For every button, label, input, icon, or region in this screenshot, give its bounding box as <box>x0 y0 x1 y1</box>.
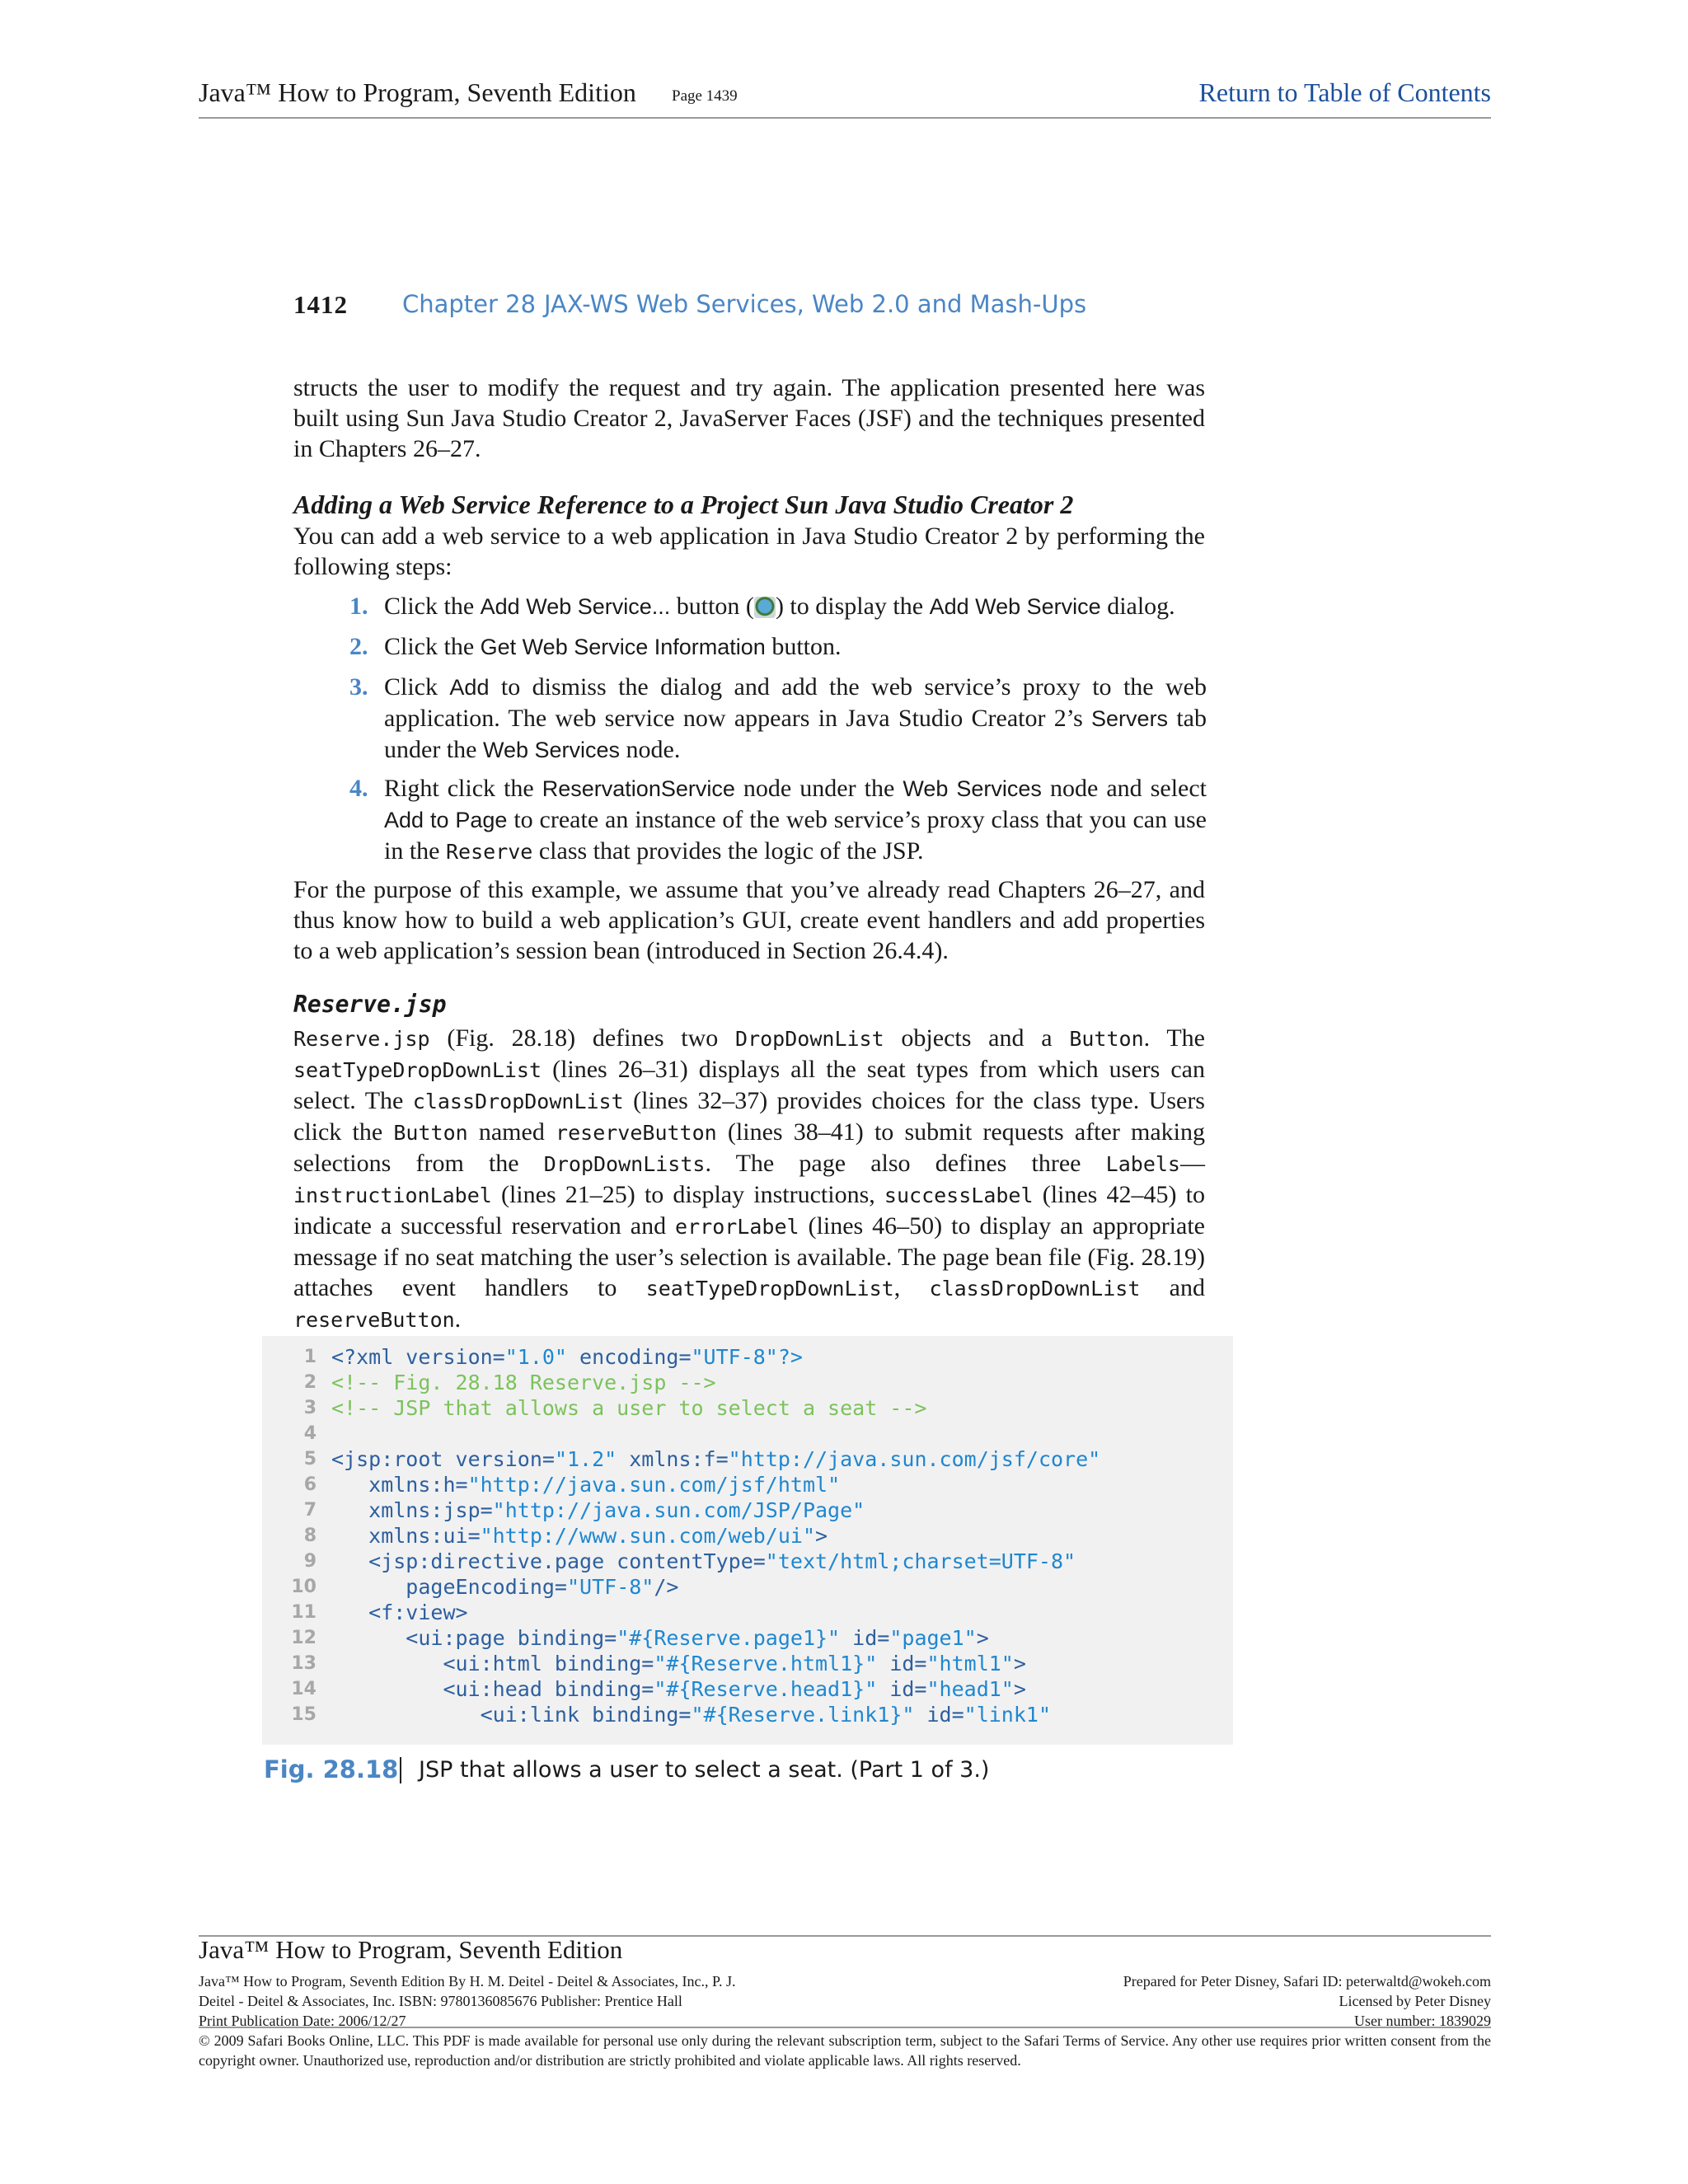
code-token: <ui:head binding= <box>331 1677 654 1701</box>
text-run: (lines 46–50) to display an appropriate message if no seat matching the user’s selection is available. The page bean file (Fig. 28.19) attaches event handlers to <box>293 1212 1205 1301</box>
code-term: DropDownList <box>735 1027 884 1051</box>
text-run: (lines 32–37) provides choices for the class type. Users click the <box>293 1087 1205 1146</box>
page-number: 1412 <box>293 290 348 319</box>
code-string: "#{Reserve.head1}" <box>654 1677 878 1701</box>
code-text <box>331 1472 840 1497</box>
code-text <box>331 1523 828 1549</box>
step-number: 2. <box>349 633 368 660</box>
line-number: 5 <box>303 1449 316 1469</box>
code-term: instructionLabel <box>293 1183 492 1207</box>
add-web-service-icon <box>754 597 776 618</box>
code-line <box>262 1421 1233 1446</box>
text-run: (Fig. 28.18) defines two <box>429 1024 736 1052</box>
code-string: "#{Reserve.html1}" <box>654 1652 878 1675</box>
code-token: id= <box>914 1703 964 1727</box>
code-string: "http://java.sun.com/JSP/Page" <box>492 1498 865 1522</box>
code-string: "UTF-8"?> <box>691 1345 803 1369</box>
code-text <box>331 1549 1076 1574</box>
chapter-label: Chapter 28 <box>402 290 537 318</box>
text-run: named <box>467 1118 556 1146</box>
line-number: 12 <box>291 1628 316 1648</box>
code-text <box>331 1497 865 1523</box>
code-term: Button <box>1069 1027 1144 1051</box>
code-text <box>331 1446 1100 1472</box>
figure-caption-text: JSP that allows a user to select a seat. (Part 1 of 3.) <box>419 1757 990 1783</box>
step-text: Click Add to dismiss the dialog and add the web service’s proxy to the web application. The web service now appears in Java Studio Creator 2’s Servers tab under the Web Services node. <box>384 673 1207 763</box>
code-term: reserveButton <box>556 1121 717 1145</box>
line-number: 15 <box>291 1704 316 1725</box>
code-term: Reserve.jsp <box>293 1027 430 1051</box>
step-text: Click the Get Web Service Information button. <box>384 633 842 660</box>
code-text <box>331 1370 716 1395</box>
code-token: id= <box>877 1677 927 1701</box>
section-heading-add-web-service: Adding a Web Service Reference to a Project Sun Java Studio Creator 2 <box>293 490 1074 519</box>
footer-line: Java™ How to Program, Seventh Edition By H. M. Deitel - Deitel & Associates, Inc., P. J. <box>199 1973 736 1990</box>
footer-line: Print Publication Date: 2006/12/27 <box>199 2013 406 2029</box>
code-string: "1.0" <box>504 1345 567 1369</box>
code-comment: <!-- JSP that allows a user to select a seat --> <box>331 1396 927 1420</box>
code-term: errorLabel <box>675 1215 799 1239</box>
code-term: Labels <box>1105 1152 1180 1176</box>
code-token: pageEncoding= <box>331 1575 567 1599</box>
code-string: "http://java.sun.com/jsf/core" <box>728 1447 1101 1471</box>
code-term: reserveButton <box>293 1308 455 1332</box>
code-token: <ui:html binding= <box>331 1652 654 1675</box>
intro-paragraph: structs the user to modify the request and try again. The application presented here was built using Sun Java Studio Creator 2, JavaServer Faces (JSF) and the techniques presented in Chapters 26–27. <box>293 374 1205 462</box>
code-term: classDropDownList <box>929 1277 1141 1301</box>
running-head <box>293 287 1241 326</box>
line-number: 11 <box>291 1602 316 1623</box>
copyright-notice: © 2009 Safari Books Online, LLC. This PDF is made available for personal use only during the relevant subscription term, subject to the Safari Terms of Service. Any other use requires prior written consent from the copyright owner. Unauthorized use, reproduction and/or distribution are strictly prohibited and violate applicable laws. All rights reserved. <box>199 2027 1491 2070</box>
code-token: xmlns:h= <box>331 1473 468 1497</box>
code-token: <jsp:directive.page contentType= <box>331 1549 766 1573</box>
code-line <box>262 1395 1233 1421</box>
line-number: 7 <box>303 1500 316 1521</box>
code-line <box>262 1446 1233 1472</box>
code-token: id= <box>840 1626 890 1650</box>
code-line <box>262 1472 1233 1497</box>
text-run: — <box>1179 1150 1205 1177</box>
code-term: seatTypeDropDownList <box>645 1277 894 1301</box>
code-line <box>262 1523 1233 1549</box>
code-term: classDropDownList <box>412 1090 624 1113</box>
code-line <box>262 1676 1233 1702</box>
code-token: <ui:page binding= <box>331 1626 617 1650</box>
caption-divider <box>400 1757 401 1783</box>
return-to-toc-link[interactable]: Return to Table of Contents <box>1198 77 1491 107</box>
footer-title: Java™ How to Program, Seventh Edition <box>199 1935 623 1964</box>
text-run: (lines 26–31) displays all the seat types from which users can select. The <box>293 1056 1205 1114</box>
code-listing <box>262 1336 1233 1745</box>
code-line <box>262 1344 1233 1370</box>
step-number: 1. <box>349 593 368 620</box>
code-token: > <box>976 1626 989 1650</box>
code-string: "#{Reserve.link1}" <box>691 1703 915 1727</box>
code-text <box>331 1344 803 1370</box>
book-title: Java™ How to Program, Seventh Edition <box>199 77 636 107</box>
code-text <box>331 1702 1051 1727</box>
code-text <box>331 1395 926 1421</box>
code-term: seatTypeDropDownList <box>293 1058 542 1082</box>
code-term: Button <box>393 1121 468 1145</box>
line-number: 2 <box>303 1372 316 1393</box>
line-number: 4 <box>303 1423 316 1444</box>
code-string: "link1" <box>964 1703 1052 1727</box>
code-comment: <!-- Fig. 28.18 Reserve.jsp --> <box>331 1371 716 1394</box>
code-line <box>262 1574 1233 1600</box>
footer-prepared-for: Prepared for Peter Disney, Safari ID: peterwaltd@wokeh.com <box>1123 1973 1491 1990</box>
code-text <box>331 1651 1026 1676</box>
code-text <box>331 1574 678 1600</box>
text-run: . <box>454 1305 462 1333</box>
code-string: "#{Reserve.page1}" <box>617 1626 841 1650</box>
section1-paragraph: You can add a web service to a web application in Java Studio Creator 2 by performing the following steps: <box>293 523 1205 580</box>
line-number: 10 <box>291 1577 316 1597</box>
code-string: "UTF-8" <box>566 1575 654 1599</box>
assumption-paragraph: For the purpose of this example, we assume that you’ve already read Chapters 26–27, and thus know how to build a web application’s GUI, create event handlers and add properties to a web application’s session bean (introduced in Section 26.4.4). <box>293 876 1205 964</box>
code-string: "http://www.sun.com/web/ui" <box>480 1524 816 1548</box>
code-line <box>262 1651 1233 1676</box>
code-term: successLabel <box>884 1183 1034 1207</box>
code-string: "1.2" <box>554 1447 617 1471</box>
page-label: Page 1439 <box>672 87 738 105</box>
footer-line: Deitel - Deitel & Associates, Inc. ISBN: 9780136085676 Publisher: Prentice Hall <box>199 1993 682 2009</box>
code-text <box>331 1600 468 1625</box>
code-token: <f:view> <box>331 1601 468 1624</box>
code-string: "http://java.sun.com/jsf/html" <box>467 1473 841 1497</box>
code-string: "html1" <box>926 1652 1014 1675</box>
code-token: <jsp:root version= <box>331 1447 555 1471</box>
line-number: 1 <box>303 1347 316 1367</box>
code-line <box>262 1625 1233 1651</box>
code-token: > <box>1013 1652 1026 1675</box>
footer-licensed-by: Licensed by Peter Disney <box>1339 1993 1491 2009</box>
footer <box>199 1935 1491 2077</box>
section-heading-reserve-jsp: Reserve.jsp <box>293 991 447 1018</box>
line-number: 14 <box>291 1679 316 1699</box>
code-line <box>262 1549 1233 1574</box>
text-run: (lines 21–25) to display instructions, <box>491 1181 884 1208</box>
code-text <box>331 1676 1026 1702</box>
code-token: encoding= <box>566 1345 692 1369</box>
step-number: 4. <box>349 775 368 802</box>
step-text: Click the Add Web Service... button ( ) to display the Add Web Service dialog. <box>384 593 1175 620</box>
code-string: "head1" <box>926 1677 1014 1701</box>
code-token: xmlns:f= <box>617 1447 729 1471</box>
code-text <box>331 1625 989 1651</box>
code-token: xmlns:jsp= <box>331 1498 493 1522</box>
code-token: > <box>1013 1677 1026 1701</box>
code-string: "text/html;charset=UTF-8" <box>765 1549 1076 1573</box>
code-token: > <box>815 1524 828 1548</box>
step-number: 3. <box>349 673 368 701</box>
code-token: <?xml version= <box>331 1345 505 1369</box>
code-line <box>262 1370 1233 1395</box>
code-line <box>262 1600 1233 1625</box>
step-text: Right click the ReservationService node under the Web Services node and select Add to Page to create an instance of the web service’s proxy class that you can use in the Reserve class that provides the logic of the JSP. <box>384 775 1207 865</box>
reserve-jsp-paragraph <box>293 1023 1205 1335</box>
footer-user-number: User number: 1839029 <box>1354 2013 1491 2029</box>
line-number: 6 <box>303 1474 316 1495</box>
code-token: id= <box>877 1652 927 1675</box>
code-line <box>262 1497 1233 1523</box>
line-number: 9 <box>303 1551 316 1572</box>
text-run: . The <box>1143 1024 1206 1052</box>
text-run: objects and a <box>884 1024 1070 1052</box>
code-string: "page1" <box>889 1626 977 1650</box>
text-run: (lines 38–41) to submit requests after making selections from the <box>293 1118 1206 1177</box>
code-term: DropDownLists <box>543 1152 706 1176</box>
text-run: . The page also defines three <box>705 1150 1106 1177</box>
figure-label: Fig. 28.18 <box>264 1755 399 1783</box>
text-run: and <box>1140 1274 1205 1301</box>
top-header <box>199 76 1491 119</box>
code-token: /> <box>654 1575 679 1599</box>
chapter-title: JAX-WS Web Services, Web 2.0 and Mash-Ups <box>544 290 1087 318</box>
text-run: , <box>893 1274 930 1301</box>
code-token: <ui:link binding= <box>331 1703 692 1727</box>
code-token: xmlns:ui= <box>331 1524 481 1548</box>
line-number: 13 <box>291 1653 316 1674</box>
line-number: 3 <box>303 1398 316 1418</box>
code-line <box>262 1702 1233 1727</box>
line-number: 8 <box>303 1526 316 1546</box>
text-run: (lines 42–45) to indicate a successful reservation and <box>293 1181 1205 1240</box>
